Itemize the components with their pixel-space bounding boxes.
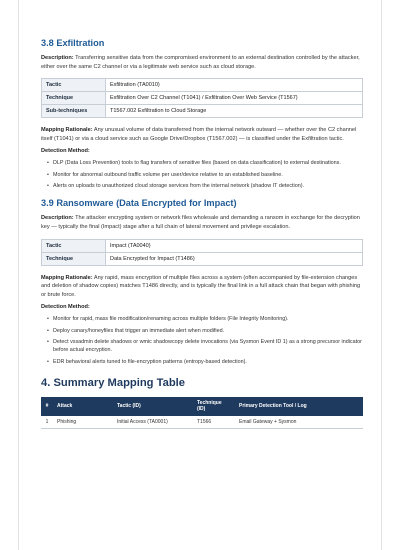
table-row — [42, 239, 363, 252]
page-content — [41, 38, 363, 429]
column-header: # — [41, 397, 53, 416]
table-value: Exfiltration Over C2 Channel (T1041) / Exfiltration Over Web Service (T1567) — [106, 92, 363, 105]
list-item: • Alerts on uploads to unauthorized cloud storage services from the internal network (shadow IT detection). — [47, 182, 363, 190]
table-row — [42, 79, 363, 92]
description-label: Description: — [41, 55, 74, 61]
description-text: The attacker encrypting system or network files wholesale and demanding a ransom in exchange for the decryption key — typically the final (Impact) stage after a full chain of lateral movement and privilege escalation. — [41, 215, 360, 230]
ransomware-rationale — [41, 274, 363, 300]
table-header-row — [41, 397, 363, 416]
list-item: • Monitor for abnormal outbound traffic volume per user/device relative to an established baseline. — [47, 171, 363, 179]
description-label: Description: — [41, 215, 74, 222]
table-value: Data Encrypted for Impact (T1486) — [106, 252, 363, 265]
table-row — [42, 105, 363, 118]
list-item: • DLP (Data Loss Prevention) tools to flag transfers of sensitive files (based on data classification) to external destinations. — [47, 159, 363, 167]
exfiltration-description — [41, 54, 363, 71]
ransomware-description — [41, 214, 363, 231]
list-item: • Monitor for rapid, mass file modification/renaming across multiple folders (File Integrity Monitoring). — [47, 315, 363, 323]
table-value: Exfiltration (TA0010) — [106, 79, 363, 92]
table-key: Tactic — [42, 79, 106, 92]
ransomware-detection-list — [47, 315, 363, 366]
document-page — [18, 0, 382, 550]
detection-method-label: Detection Method: — [41, 304, 90, 311]
column-header: Attack — [53, 397, 113, 416]
table-cell: T1566 — [193, 416, 235, 429]
section-title-summary: 4. Summary Mapping Table — [41, 376, 186, 389]
table-row — [41, 416, 363, 429]
rationale-label: Mapping Rationale: — [41, 127, 93, 134]
list-item: • Deploy canary/honeyfiles that trigger an immediate alert when modified. — [47, 327, 363, 335]
table-cell: Email Gateway + Sysmon — [235, 416, 363, 429]
table-value: Impact (TA0040) — [106, 239, 363, 252]
list-item: • EDR behavioral alerts tuned to file-encryption patterns (entropy-based detection). — [47, 358, 363, 366]
exfiltration-detection-list — [47, 159, 363, 190]
table-cell: Phishing — [53, 416, 113, 429]
rationale-label: Mapping Rationale: — [41, 274, 93, 281]
rationale-text: Any rapid, mass encryption of multiple files across a system (often accompanied by file-extension changes and deletion of shadow copies) matches T1486 directly, and is typically the final link in a full attack chain that began with phishing or brute force. — [41, 274, 361, 298]
column-header: Tactic (ID) — [113, 397, 193, 416]
table-key: Sub-techniques — [42, 105, 106, 118]
detection-method-label: Detection Method: — [41, 148, 90, 155]
list-item: • Detect vssadmin delete shadows or wmic shadowcopy delete invocations (via Sysmon Event ID 1) as a strong precursor indicator before actual encryption. — [47, 338, 363, 354]
table-key: Tactic — [42, 239, 106, 252]
column-header: Primary Detection Tool / Log — [235, 397, 363, 416]
table-key: Technique — [42, 92, 106, 105]
section-title-ransomware: 3.9 Ransomware (Data Encrypted for Impact) — [41, 198, 237, 209]
table-row — [42, 252, 363, 265]
description-text: Transferring sensitive data from the compromised environment to an external destination controlled by the attacker, either over the same C2 channel or via a legitimate web service such as cloud storage. — [41, 55, 360, 70]
section-title-exfiltration: 3.8 Exfiltration — [41, 38, 105, 48]
column-header: Technique (ID) — [193, 397, 235, 416]
ransomware-mapping-table — [41, 239, 363, 266]
table-cell: Initial Access (TA0001) — [113, 416, 193, 429]
exfiltration-mapping-table — [41, 78, 363, 118]
table-key: Technique — [42, 252, 106, 265]
summary-mapping-table — [41, 397, 363, 429]
table-row — [42, 92, 363, 105]
table-cell: 1 — [41, 416, 53, 429]
exfiltration-rationale — [41, 126, 363, 143]
rationale-text: Any unusual volume of data transferred from the internal network outward — whether over the C2 channel itself (T1041) or via a cloud service such as Google Drive/Dropbox (T1567.002) — is classified under the Exfiltration tactic. — [41, 127, 357, 142]
table-value: T1567.002 Exfiltration to Cloud Storage — [106, 105, 363, 118]
